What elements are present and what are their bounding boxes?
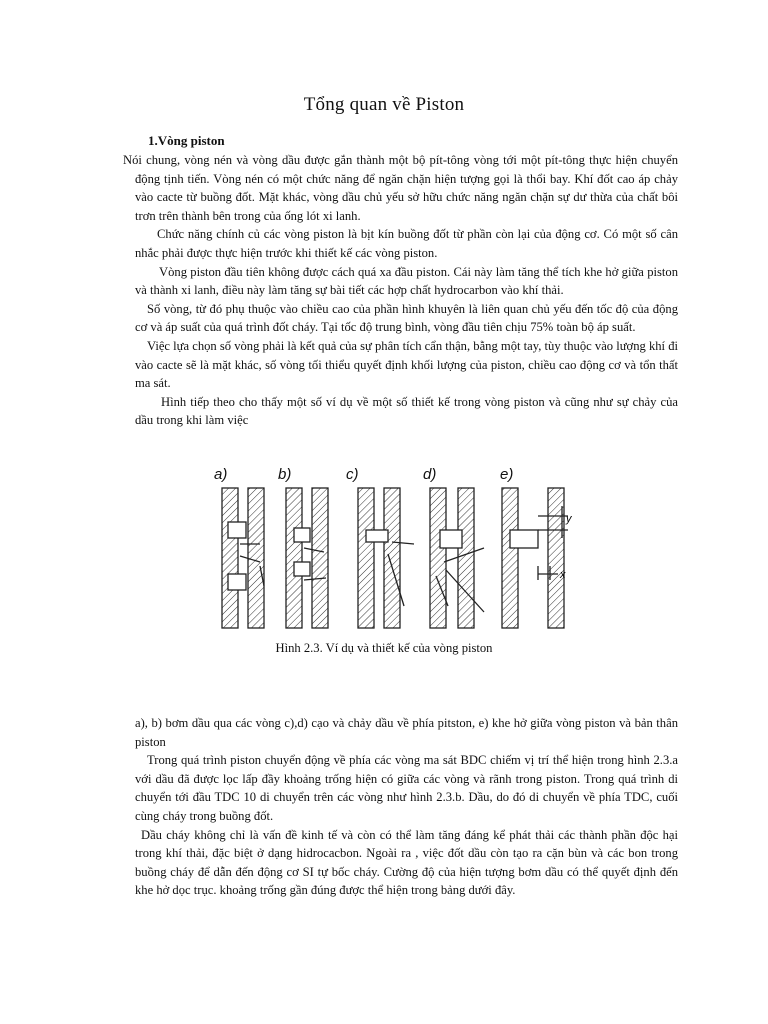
piston-ring-figure — [208, 466, 580, 636]
figure-label-d: d) — [423, 466, 437, 483]
paragraph: Số vòng, từ đó phụ thuộc vào chiều cao của phần hình khuyên là liên quan chủ yếu đến tốc độ của động cơ và áp suất của quá trình đốt cháy. Tại tốc độ trung bình, vòng đầu tiên chịu 75% toàn bộ áp suất. — [135, 301, 678, 335]
body-text-top — [123, 151, 678, 430]
figure-label-b: b) — [278, 466, 292, 483]
figure-label-e: e) — [500, 466, 514, 483]
paragraph: Vòng piston đầu tiên không được cách quá xa đầu piston. Cái này làm tăng thể tích khe hở giữa piston và thành xi lanh, điều này làm tăng sự bài tiết các hợp chất hydrocarbon vào khí thải. — [135, 264, 678, 298]
paragraph: Chức năng chính củ các vòng piston là bịt kín buồng đốt từ phần còn lại của động cơ. Có một số cân nhắc phải được thực hiện trước khi thiết kế các vòng piston. — [135, 227, 678, 260]
figure-caption: Hình 2.3. Ví dụ và thiết kế của vòng piston — [275, 641, 493, 655]
paragraph: Việc lựa chọn số vòng phải là kết quả của sự phân tích cẩn thận, bằng một tay, tùy thuộc vào lượng khí đi vào cacte sẽ là mặt khác, số vòng tối thiểu quyết định khối lượng của piston, chiều cao động cơ và tổn thất ma sát. — [135, 338, 678, 391]
piston-ring-diagram — [208, 466, 580, 636]
dimension-label-y: y — [566, 513, 572, 525]
paragraph: Trong quá trình piston chuyển động về phía các vòng ma sát BDC chiếm vị trí thể hiện trong hình 2.3.a với dầu đã được lọc lấp đầy khoảng trống hiện có giữa các vòng và rãnh trong piston. Trong quá trình di chuyển tới đầu TDC 10 di chuyển trên các vòng như hình 2.3.b. Dầu, do đó di chuyển về phía TDC, cuối cùng cháy trong buồng đốt. — [135, 753, 678, 823]
dimension-label-x: x — [560, 569, 566, 581]
page-title: Tổng quan về Piston — [303, 94, 465, 115]
body-text-bottom — [135, 714, 678, 900]
figure-label-c: c) — [346, 466, 359, 483]
paragraph: Nói chung, vòng nén và vòng dầu được gắn thành một bộ pít-tông vòng tới một pít-tông thực hiện chuyển động tịnh tiến. Vòng nén có một chức năng để ngăn chặn hiện tượng gọi là thổi bay. Khí đốt cao áp chảy vào cacte từ buồng đốt. Mặt khác, vòng dầu chủ yếu sở hữu chức năng ngăn chặn sự dư thừa của chất bôi trơn trên thành bên trong của ống lót xi lanh. — [123, 153, 678, 223]
figure-label-a: a) — [214, 466, 228, 483]
section-heading: 1.Vòng piston — [148, 133, 225, 148]
paragraph: Dầu cháy không chỉ là vấn đề kinh tế và còn có thể làm tăng đáng kể phát thải các thành phần độc hại trong khí thải, đặc biệt ở dạng hidrocacbon. Ngoài ra , việc đốt dầu còn tạo ra cặn bùn và các bon trong buồng cháy để dẫn đến động cơ SI tự bốc cháy. Cường độ của hiện tượng bơm dầu có thể quyết định đến khe hở dọc trục. khoảng trống gần đúng được thể hiện trong bảng dưới đây. — [135, 827, 678, 898]
paragraph: Hình tiếp theo cho thấy một số ví dụ về một số thiết kế trong vòng piston và cũng như sự chảy của dầu trong khi làm việc — [135, 394, 678, 428]
paragraph: a), b) bơm dầu qua các vòng c),d) cạo và chảy dầu về phía pitston, e) khe hở giữa vòng piston và bản thân piston — [135, 716, 678, 749]
